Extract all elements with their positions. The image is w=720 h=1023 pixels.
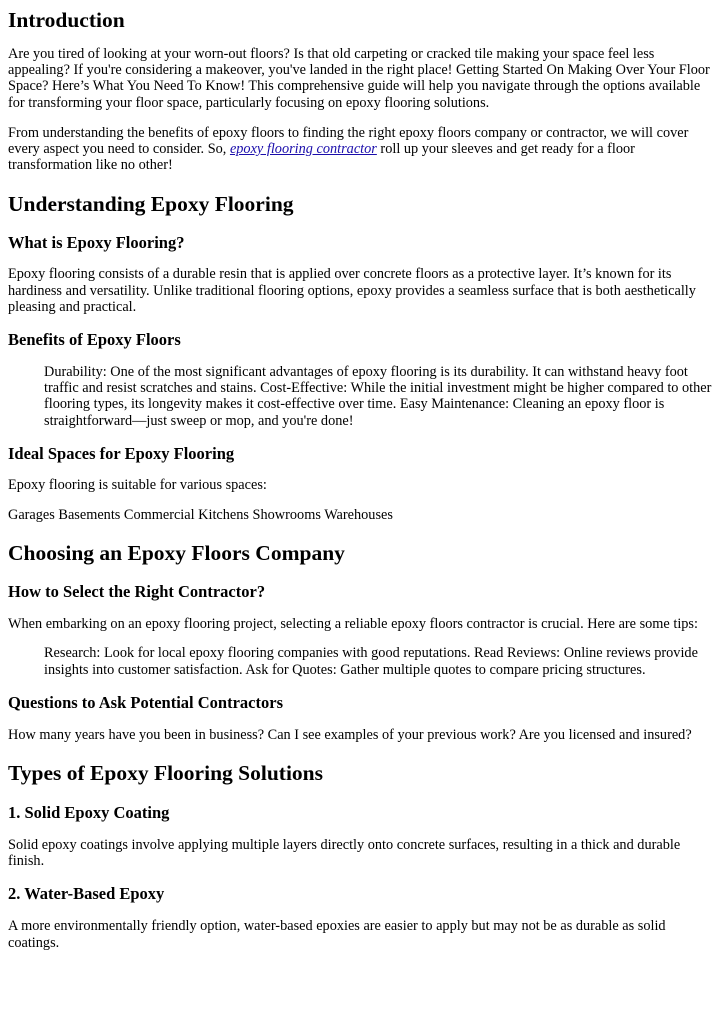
what-is-epoxy-text: Epoxy flooring consists of a durable resin that is applied over concrete floors as a protective layer. It’s known for its hardiness and versatility. Unlike traditional flooring options, epoxy provides a seamless surface that is both aesthetically pleasing and practical. (8, 266, 696, 315)
ideal-spaces-list: Garages Basements Commercial Kitchens Showrooms Warehouses (8, 507, 393, 524)
contractor-tips-text: Research: Look for local epoxy flooring companies with good reputations. Read Reviews: Online reviews provide insights into customer satisfaction. Ask for Quotes: Gather multiple quotes to compare pricing structures. (44, 645, 698, 678)
benefits-text: Durability: One of the most significant advantages of epoxy flooring is its durability. It can withstand heavy foot traffic and resist scratches and stains. Cost-Effective: While the initial investment might be higher compared to other flooring types, its longevity makes it cost-effective over time. Easy Maintenance: Cleaning an epoxy floor is straightforward—just sweep or mop, and you're done! (44, 364, 712, 429)
epoxy-flooring-contractor-link[interactable]: epoxy flooring contractor (229, 141, 377, 158)
intro-paragraph-2 (8, 125, 712, 174)
select-contractor-heading: How to Select the Right Contractor? (8, 582, 266, 602)
questions-heading: Questions to Ask Potential Contractors (8, 692, 283, 712)
select-contractor-text: When embarking on an epoxy flooring project, selecting a reliable epoxy floors contractor is crucial. Here are some tips: (8, 616, 698, 633)
intro-paragraph-1: Are you tired of looking at your worn-out floors? Is that old carpeting or cracked tile making your space feel less appealing? If you're considering a makeover, you've landed in the right place! Getting Started On Making Over Your Floor Space? Here’s What You Need To Know! This comprehensive guide will help you navigate through the options available for transforming your floor space, particularly focusing on epoxy flooring solutions. (8, 46, 710, 111)
solid-epoxy-heading: 1. Solid Epoxy Coating (8, 803, 170, 823)
introduction-heading: Introduction (8, 8, 125, 32)
article (0, 6, 720, 951)
intro-paragraph-2-start: From understanding the benefits of epoxy floors to finding the right epoxy floors company or contractor, we will cover every aspect you need to consider. So, (8, 124, 689, 158)
ideal-spaces-text: Epoxy flooring is suitable for various spaces: (8, 476, 267, 493)
what-is-epoxy-heading: What is Epoxy Flooring? (8, 233, 185, 253)
water-based-epoxy-heading: 2. Water-Based Epoxy (8, 884, 165, 904)
understanding-heading: Understanding Epoxy Flooring (8, 192, 294, 217)
solid-epoxy-text: Solid epoxy coatings involve applying multiple layers directly onto concrete surfaces, resulting in a thick and durable finish. (8, 837, 681, 870)
questions-text: How many years have you been in business? Can I see examples of your previous work? Are you licensed and insured? (8, 726, 692, 743)
types-heading: Types of Epoxy Flooring Solutions (8, 761, 323, 786)
intro-paragraph-2-end: roll up your sleeves and get ready for a floor transformation like no other! (8, 141, 635, 174)
choosing-company-heading: Choosing an Epoxy Floors Company (8, 541, 345, 566)
benefits-heading: Benefits of Epoxy Floors (8, 330, 181, 350)
ideal-spaces-heading: Ideal Spaces for Epoxy Flooring (8, 443, 235, 463)
water-based-epoxy-text: A more environmentally friendly option, water-based epoxies are easier to apply but may not be as durable as solid coatings. (8, 918, 666, 951)
